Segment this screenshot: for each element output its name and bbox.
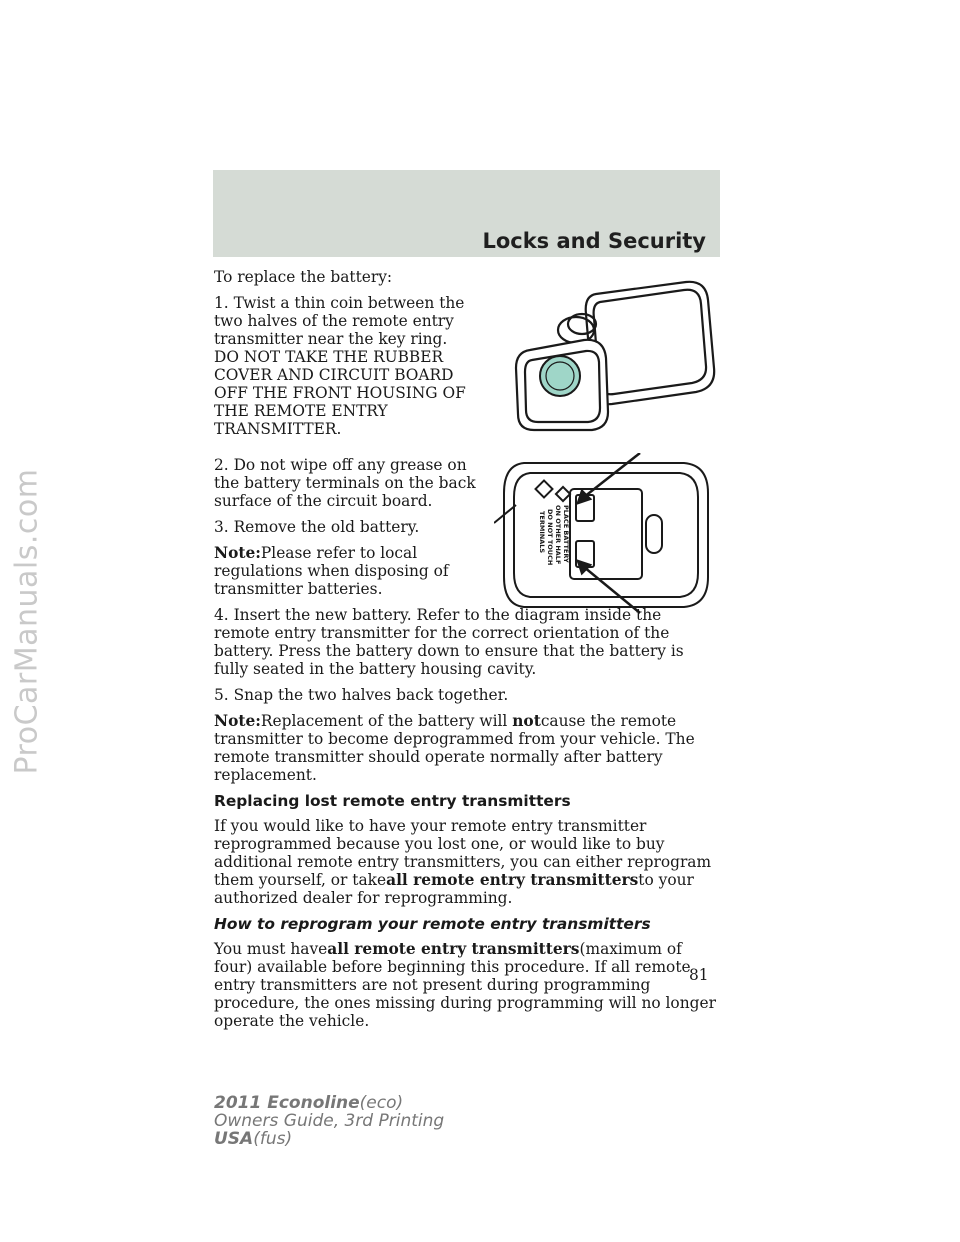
heading-how-to-reprogram: How to reprogram your remote entry transmitters [214, 915, 651, 933]
diagram-label-line: DO NOT TOUCH [546, 509, 554, 566]
note-text: Please refer to local regulations when disposing of transmitter batteries. [214, 544, 449, 598]
step-2: 2. Do not wipe off any grease on the battery terminals on the back surface of the circuit board. [214, 456, 476, 510]
step-5: 5. Snap the two halves back together. [214, 686, 509, 704]
footer-line [214, 1094, 444, 1112]
footer-line: Owners Guide, 3rd Printing [214, 1111, 445, 1131]
footer-model: 2011 Econoline [214, 1093, 360, 1113]
note-disposal [214, 544, 476, 598]
paragraph-text: to your authorized dealer for reprogramming. [214, 871, 694, 907]
footer-code: (eco) [359, 1093, 404, 1113]
footer-line [214, 1130, 444, 1148]
note-deprogram [214, 712, 720, 784]
intro-text: To replace the battery: [214, 268, 393, 286]
paragraph-text: (maximum of four) available before beginning this procedure. If all remote entry transmitters are not present during programming procedure, the ones missing during programming will no longer operate the vehicle. [214, 940, 716, 1030]
step-4: 4. Insert the new battery. Refer to the diagram inside the remote entry transmitter for the correct orientation of the battery. Press the battery down to ensure that the battery is fully seated in the battery housing cavity. [214, 606, 684, 678]
footer-code: (fus) [253, 1129, 293, 1149]
diagram-label-line: TERMINALS [538, 511, 546, 554]
watermark-text: ProCarManuals.com [9, 467, 45, 775]
note-text: cause the remote transmitter to become deprogrammed from your vehicle. The remote transmitter should operate normally after battery replacement. [214, 712, 695, 784]
note-emphasis: not [512, 712, 541, 730]
paragraph-emphasis: all remote entry transmitters [327, 940, 580, 958]
step-1: 1. Twist a thin coin between the two halves of the remote entry transmitter near the key ring. DO NOT TAKE THE RUBBER COVER AND CIRCUIT BOARD OFF THE FRONT HOUSING OF THE REMOTE ENTRY TRANSMITTER. [214, 294, 466, 438]
page-body [214, 268, 720, 1038]
diagram-label-line: ON OTHER HALF [554, 505, 562, 565]
footer [214, 1094, 444, 1148]
section-title: Locks and Security [482, 229, 706, 253]
footer-region: USA [214, 1129, 254, 1149]
watermark [4, 0, 50, 1242]
page-number: 81 [689, 966, 709, 984]
note-label: Note: [214, 712, 261, 730]
paragraph-replacing-lost [214, 817, 720, 907]
paragraph-text: If you would like to have your remote entry transmitter reprogrammed because you lost one, or would like to buy additional remote entry transmitters, you can either reprogram them yourself, or take [214, 817, 712, 889]
paragraph-emphasis: all remote entry transmitters [386, 871, 639, 889]
heading-replacing-lost: Replacing lost remote entry transmitters [214, 792, 571, 810]
paragraph-how-to-reprogram [214, 940, 720, 1030]
note-text: Replacement of the battery will [260, 712, 513, 730]
note-label: Note: [214, 544, 261, 562]
section-header [213, 170, 720, 257]
paragraph-text: You must have [214, 940, 328, 958]
step-3: 3. Remove the old battery. [214, 518, 420, 536]
diagram-label-line: PLACE BATTERY [562, 505, 570, 563]
